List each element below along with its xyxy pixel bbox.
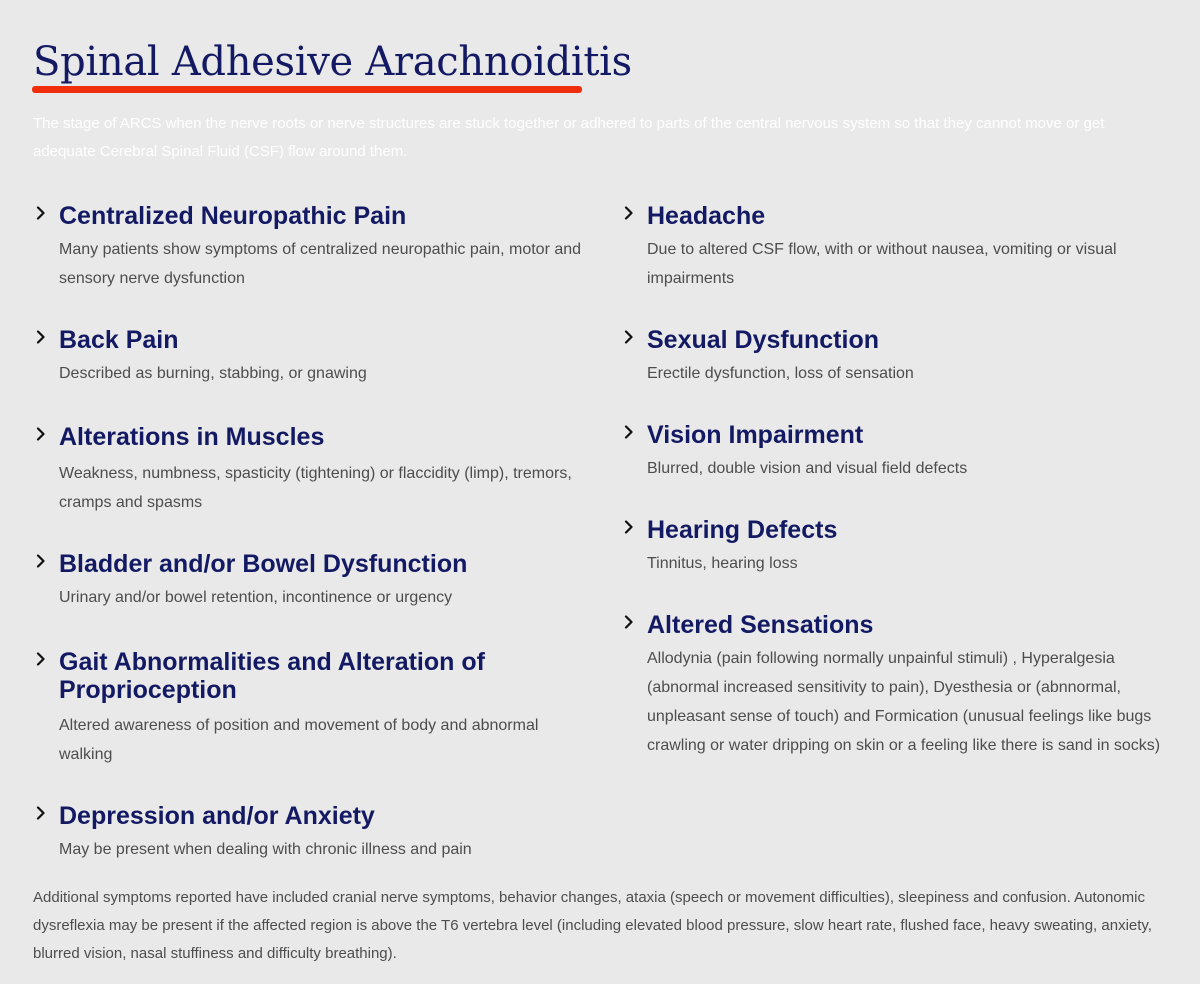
symptom-title: Centralized Neuropathic Pain: [59, 202, 407, 230]
symptom-description: Weakness, numbness, spasticity (tightening) or flaccidity (limp), tremors, cramps and spasms: [59, 465, 572, 511]
symptom-title: Depression and/or Anxiety: [59, 802, 375, 830]
symptom-description: Blurred, double vision and visual field defects: [647, 460, 968, 477]
page-title: Spinal Adhesive Arachnoiditis: [33, 39, 632, 85]
chevron-right-icon: [622, 330, 636, 344]
symptom-description: Altered awareness of position and movement of body and abnormal walking: [59, 717, 539, 763]
symptom-description: Allodynia (pain following normally unpainful stimuli) , Hyperalgesia (abnormal increased sensitivity to pain), Dyesthesia or (abnnormal, unpleasant sense of touch) and Formication (unusual feelings like bugs crawling or water dripping on skin or a feeling like there is sand in socks): [647, 650, 1161, 754]
symptom-title: Alterations in Muscles: [59, 423, 325, 451]
symptom-description: Urinary and/or bowel retention, incontinence or urgency: [59, 589, 453, 606]
symptom-description: Erectile dysfunction, loss of sensation: [647, 365, 914, 382]
symptom-description: Tinnitus, hearing loss: [647, 555, 798, 572]
chevron-right-icon: [34, 806, 48, 820]
title-underline: [32, 86, 582, 93]
symptom-title: Headache: [647, 202, 766, 230]
symptom-title: Vision Impairment: [647, 421, 864, 449]
chevron-right-icon: [34, 330, 48, 344]
symptom-title: Altered Sensations: [647, 611, 874, 639]
chevron-right-icon: [34, 427, 48, 441]
chevron-right-icon: [34, 206, 48, 220]
symptom-title: Sexual Dysfunction: [647, 326, 879, 354]
chevron-right-icon: [34, 554, 48, 568]
symptom-description: Many patients show symptoms of centralized neuropathic pain, motor and sensory nerve dysfunction: [59, 241, 582, 287]
symptom-title: Bladder and/or Bowel Dysfunction: [59, 550, 468, 578]
chevron-right-icon: [622, 206, 636, 220]
symptom-title: Gait Abnormalities and Alteration of Proprioception: [59, 648, 485, 704]
additional-symptoms-text: Additional symptoms reported have included cranial nerve symptoms, behavior changes, ataxia (speech or movement difficulties), sleepiness and confusion. Autonomic dysreflexia may be present if the affected region is above the T6 vertebra level (including elevated blood pressure, slow heart rate, flushed face, heavy sweating, anxiety, blurred vision, nasal stuffiness and difficulty breathing).: [33, 889, 1152, 962]
symptom-description: Due to altered CSF flow, with or without nausea, vomiting or visual impairments: [647, 241, 1117, 287]
symptom-title: Back Pain: [59, 326, 179, 354]
chevron-right-icon: [34, 652, 48, 666]
symptom-description: May be present when dealing with chronic illness and pain: [59, 841, 472, 858]
chevron-right-icon: [622, 615, 636, 629]
intro-text: The stage of ARCS when the nerve roots or nerve structures are stuck together or adhered to parts of the central nervous system so that they cannot move or get adequate Cerebral Spinal Fluid (CSF) flow around them.: [33, 115, 1105, 160]
symptom-title: Hearing Defects: [647, 516, 838, 544]
symptom-description: Described as burning, stabbing, or gnawing: [59, 365, 367, 382]
chevron-right-icon: [622, 520, 636, 534]
chevron-right-icon: [622, 425, 636, 439]
